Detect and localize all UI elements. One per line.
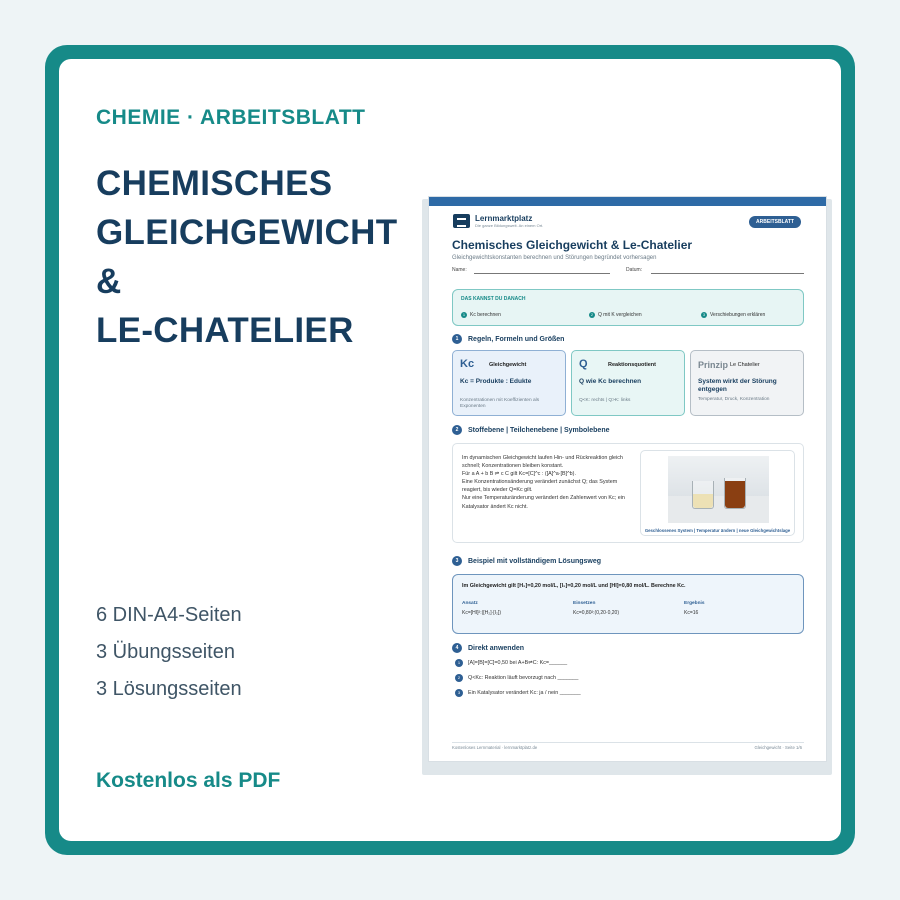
example-step <box>573 601 619 616</box>
box-formula: Kc = Produkte : Edukte <box>460 378 532 385</box>
step-value: Kc=16 <box>684 610 699 616</box>
practice-task <box>455 689 581 697</box>
brand-tagline: Die ganze Bildungswelt. An einem Ort. <box>475 223 544 228</box>
goal-number: 2 <box>589 312 595 318</box>
date-label: Datum: <box>626 267 643 273</box>
photo-caption: Geschlossenes System | Temperatur ändern | neue Gleichgewichtslage <box>644 528 791 533</box>
step-heading: Einsetzen <box>573 601 596 606</box>
example-step <box>462 601 501 616</box>
cover-title-line: LE-CHATELIER <box>96 311 354 350</box>
box-symbol: Prinzip <box>698 360 729 370</box>
section-title: Beispiel mit vollständigem Lösungsweg <box>468 557 602 565</box>
learning-goal <box>461 312 501 318</box>
task-text: [A]=[B]=[C]=0,50 bei A+B⇌C: Kc=______ <box>468 660 568 666</box>
worksheet-subtitle: Gleichgewichtskonstanten berechnen und Störungen begründet vorhersagen <box>452 255 657 261</box>
goal-number: 3 <box>701 312 707 318</box>
explanation-line: Katalysator ändert Kc nicht. <box>462 503 528 510</box>
learning-goal <box>589 312 642 318</box>
free-pdf-label: Kostenlos als PDF <box>96 769 281 792</box>
learning-goals <box>452 289 804 326</box>
beaker-photo <box>668 456 769 523</box>
rule-box-le-chatelier <box>690 350 804 416</box>
cover-kicker: CHEMIE · ARBEITSBLATT <box>96 106 366 129</box>
footer-divider <box>452 742 804 743</box>
box-formula: Q wie Kc berechnen <box>579 378 642 385</box>
box-note: Q<K: rechts | Q>K: links <box>579 398 631 403</box>
section-3-header <box>452 556 601 566</box>
fact-pages: 6 DIN-A4-Seiten <box>96 604 242 626</box>
section-number: 2 <box>452 425 462 435</box>
step-value: Kc=[HI]²:([H₂]·[I₂]) <box>462 610 502 616</box>
section-title: Direkt anwenden <box>468 644 525 652</box>
practice-task <box>455 674 578 682</box>
goal-text: Kc berechnen <box>470 312 501 318</box>
section-title: Stoffebene | Teilchenebene | Symbolebene <box>468 426 610 434</box>
example-step <box>684 601 705 616</box>
beaker-photo-card <box>640 450 795 536</box>
step-value: Kc=0,80²:(0,20·0,20) <box>573 610 619 616</box>
practice-task <box>455 659 567 667</box>
explanation-line: schnell; Konzentrationen bleiben konstant. <box>462 463 564 470</box>
explanation-line: reagiert, bis wieder Q=Kc gilt. <box>462 487 533 494</box>
worksheet-preview <box>428 196 827 762</box>
task-number: 3 <box>455 689 463 697</box>
explanation-line: Eine Konzentrationsänderung verändert zunächst Q; das System <box>462 479 618 486</box>
worksheet-badge: ARBEITSBLATT <box>749 216 801 228</box>
section-number: 1 <box>452 334 462 344</box>
explanation-line: Im dynamischen Gleichgewicht laufen Hin- und Rückreaktion gleich <box>462 455 623 461</box>
graduation-cap-icon <box>453 214 470 228</box>
fact-solutions: 3 Lösungsseiten <box>96 678 242 700</box>
box-name: Le Chatelier <box>730 362 760 368</box>
section-4-header <box>452 643 524 653</box>
rule-box-q <box>571 350 685 416</box>
section-number: 4 <box>452 643 462 653</box>
name-line <box>474 273 610 274</box>
goal-text: Q mit K vergleichen <box>598 312 642 318</box>
learning-goals-heading: DAS KANNST DU DANACH <box>461 296 526 302</box>
box-name: Gleichgewicht <box>489 362 527 368</box>
date-line <box>651 273 804 274</box>
brand-name: Lernmarktplatz <box>475 214 533 223</box>
dark-liquid <box>725 481 745 508</box>
footer-right: Gleichgewicht · Seite 1/6 <box>754 745 802 750</box>
explanation-panel <box>452 443 804 543</box>
beaker-dark <box>724 478 746 509</box>
task-number: 2 <box>455 674 463 682</box>
goal-number: 1 <box>461 312 467 318</box>
task-text: Q<Kc: Reaktion läuft bevorzugt nach _______ <box>468 675 579 681</box>
box-symbol: Kc <box>460 358 475 370</box>
cover-title-line: GLEICHGEWICHT & <box>96 213 398 301</box>
cover-facts <box>96 597 242 708</box>
section-1-header <box>452 334 564 344</box>
section-title: Regeln, Formeln und Größen <box>468 335 565 343</box>
beaker-light <box>692 481 714 509</box>
section-number: 3 <box>452 556 462 566</box>
light-liquid <box>693 494 713 508</box>
cover-title <box>96 159 426 355</box>
box-note: Temperatur, Druck, Konzentration <box>698 397 770 402</box>
explanation-text <box>462 454 634 511</box>
section-2-header <box>452 425 610 435</box>
photo-table <box>668 496 769 523</box>
footer-left: Kostenloses Lernmaterial · lernmarktplatz.de <box>452 745 538 750</box>
example-task: Im Gleichgewicht gilt [H₂]=0,20 mol/L, [I₂]=0,20 mol/L und [HI]=0,80 mol/L. Berechne Kc. <box>462 583 686 589</box>
task-number: 1 <box>455 659 463 667</box>
worksheet-title: Chemisches Gleichgewicht & Le-Chatelier <box>452 238 693 252</box>
explanation-line: Nur eine Temperaturänderung verändert den Zahlenwert von Kc; ein <box>462 495 625 502</box>
rule-box-kc <box>452 350 566 416</box>
cover-title-line: CHEMISCHES <box>96 164 333 203</box>
step-heading: Ergebnis <box>684 601 705 606</box>
worksheet-top-bar <box>429 197 826 206</box>
box-formula: System wirkt der Störung entgegen <box>698 378 777 393</box>
learning-goal <box>701 312 765 318</box>
explanation-line: Für a A + b B ⇌ c C gilt Kc=[C]^c : ([A]^a·[B]^b). <box>462 471 576 478</box>
step-heading: Ansatz <box>462 601 478 606</box>
goal-text: Verschiebungen erklären <box>710 312 766 318</box>
box-note: Konzentrationen mit Koeffizienten als Exponenten <box>460 398 540 409</box>
example-panel <box>452 574 804 634</box>
fact-exercises: 3 Übungsseiten <box>96 641 235 663</box>
brand <box>453 214 543 228</box>
box-symbol: Q <box>579 358 588 370</box>
task-text: Ein Katalysator verändert Kc: ja / nein _______ <box>468 690 581 696</box>
box-name: Reaktionsquotient <box>608 362 656 368</box>
name-label: Name: <box>452 267 467 273</box>
